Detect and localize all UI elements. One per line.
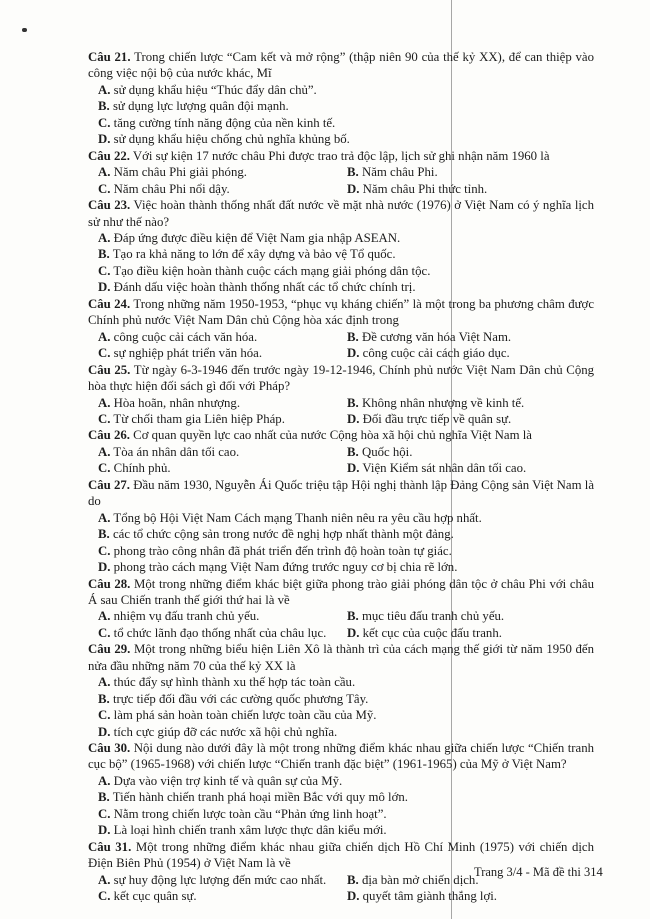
answer-options	[88, 164, 594, 197]
answer-option-d	[341, 888, 594, 904]
option-text: kết cục của cuộc đấu tranh.	[362, 625, 502, 640]
answer-option-a	[88, 395, 341, 411]
scan-mark	[22, 28, 27, 32]
option-text: sự nghiệp phát triển văn hóa.	[113, 346, 263, 361]
answer-option-b	[341, 329, 594, 345]
question-stem	[88, 49, 594, 82]
answer-option-c	[88, 543, 594, 559]
option-text: Viện Kiểm sát nhân dân tối cao.	[362, 461, 527, 476]
answer-option-c	[88, 181, 341, 197]
question-21	[88, 49, 594, 148]
option-text: công cuộc cải cách văn hóa.	[113, 329, 258, 344]
option-letter: C.	[98, 461, 111, 476]
option-letter: B.	[98, 691, 110, 706]
option-letter: C.	[98, 346, 111, 361]
answer-option-b	[88, 526, 594, 542]
option-text: mục tiêu đấu tranh chủ yếu.	[361, 609, 505, 624]
question-label: Câu 23.	[88, 198, 131, 213]
answer-option-d	[88, 822, 594, 838]
option-letter: D.	[98, 280, 111, 295]
answer-option-a	[88, 164, 341, 180]
option-text: Chính phủ.	[113, 461, 171, 476]
question-list	[88, 49, 594, 905]
answer-option-c	[88, 115, 594, 131]
answer-option-c	[88, 625, 341, 641]
option-text: địa bàn mở chiến dịch.	[361, 872, 479, 887]
option-letter: A.	[98, 510, 111, 525]
question-24	[88, 296, 594, 362]
option-text: Đánh dấu việc hoàn thành thống nhất các tổ chức chính trị.	[113, 280, 416, 295]
question-27	[88, 477, 594, 576]
answer-options	[88, 444, 594, 477]
question-25	[88, 362, 594, 428]
option-letter: C.	[98, 181, 111, 196]
question-stem	[88, 362, 594, 395]
question-stem	[88, 148, 594, 164]
option-text: Nằm trong chiến lược toàn cầu “Phản ứng linh hoạt”.	[113, 806, 387, 821]
question-text: Một trong những điểm khác nhau giữa chiến dịch Hồ Chí Minh (1975) với chiến dịch Điện Biên Phủ (1954) ở Việt Nam là về	[88, 839, 595, 871]
option-text: Hòa hoãn, nhân nhượng.	[113, 395, 241, 410]
option-letter: B.	[347, 329, 359, 344]
answer-option-b	[341, 444, 594, 460]
option-letter: B.	[98, 790, 110, 805]
option-letter: D.	[98, 560, 111, 575]
answer-option-c	[88, 806, 594, 822]
question-text: Việc hoàn thành thống nhất đất nước về mặt nhà nước (1976) ở Việt Nam có ý nghĩa lịch sử như thế nào?	[88, 198, 595, 229]
option-text: làm phá sản hoàn toàn chiến lược toàn cầu của Mỹ.	[113, 708, 377, 723]
question-text: Từ ngày 6-3-1946 đến trước ngày 19-12-1946, Chính phủ nước Việt Nam Dân chủ Cộng hòa thực hiện đối sách gì đối với Pháp?	[88, 362, 595, 394]
option-text: sử dụng khẩu hiệu chống chủ nghĩa khủng bố.	[113, 132, 350, 147]
question-label: Câu 28.	[88, 576, 131, 591]
option-letter: C.	[98, 411, 111, 426]
option-letter: A.	[98, 872, 111, 887]
option-text: phong trào cách mạng Việt Nam đứng trước nguy cơ bị chia rẽ lớn.	[113, 560, 458, 575]
answer-option-d	[341, 625, 594, 641]
option-text: thúc đẩy sự hình thành xu thế hợp tác toàn cầu.	[113, 675, 356, 690]
option-text: Tổng bộ Hội Việt Nam Cách mạng Thanh niên nêu ra yêu cầu hợp nhất.	[113, 510, 482, 525]
answer-options	[88, 395, 594, 428]
question-26	[88, 427, 594, 476]
question-30	[88, 740, 594, 839]
page-footer: Trang 3/4 - Mã đề thi 314	[474, 865, 603, 879]
question-stem	[88, 641, 594, 674]
option-letter: D.	[347, 181, 360, 196]
option-letter: A.	[98, 230, 111, 245]
answer-option-a	[88, 674, 594, 690]
answer-option-d	[88, 724, 594, 740]
answer-option-b	[88, 98, 594, 114]
answer-option-a	[88, 872, 341, 888]
option-letter: A.	[98, 165, 111, 180]
option-text: Đáp ứng được điều kiện để Việt Nam gia nhập ASEAN.	[113, 230, 401, 245]
option-text: tích cực giúp đỡ các nước xã hội chủ nghĩa.	[113, 724, 338, 739]
option-letter: C.	[98, 543, 111, 558]
answer-option-d	[88, 559, 594, 575]
option-text: Tạo điều kiện hoàn thành cuộc cách mạng giải phóng dân tộc.	[113, 263, 431, 278]
answer-options	[88, 230, 594, 296]
answer-options	[88, 674, 594, 740]
option-text: Năm châu Phi giải phóng.	[113, 165, 247, 180]
answer-option-b	[341, 608, 594, 624]
question-text: Với sự kiện 17 nước châu Phi được trao trả độc lập, lịch sử ghi nhận năm 1960 là	[132, 148, 550, 163]
question-label: Câu 30.	[88, 741, 131, 756]
option-text: công cuộc cải cách giáo dục.	[362, 346, 510, 361]
option-text: Tiến hành chiến tranh phá hoại miền Bắc với quy mô lớn.	[112, 790, 408, 805]
answer-option-b	[88, 691, 594, 707]
option-text: Dựa vào viện trợ kinh tế và quân sự của Mỹ.	[113, 773, 343, 788]
option-text: Là loại hình chiến tranh xâm lược thực dân kiểu mới.	[113, 823, 387, 838]
question-label: Câu 31.	[88, 839, 132, 854]
option-letter: B.	[347, 872, 359, 887]
option-text: Năm châu Phi.	[361, 165, 438, 180]
option-letter: B.	[98, 247, 110, 262]
answer-option-a	[88, 329, 341, 345]
option-text: Đề cương văn hóa Việt Nam.	[361, 329, 512, 344]
answer-option-a	[88, 230, 594, 246]
question-stem	[88, 427, 594, 443]
option-letter: B.	[98, 99, 110, 114]
option-letter: A.	[98, 773, 111, 788]
answer-option-d	[341, 411, 594, 427]
option-letter: D.	[347, 625, 360, 640]
question-text: Trong chiến lược “Cam kết và mở rộng” (thập niên 90 của thế kỷ XX), để can thiệp vào công việc nội bộ của nước khác, Mĩ	[88, 50, 595, 81]
question-label: Câu 27.	[88, 477, 130, 492]
answer-option-a	[88, 510, 594, 526]
option-letter: B.	[347, 395, 359, 410]
question-22	[88, 148, 594, 197]
option-letter: D.	[98, 132, 111, 147]
option-letter: C.	[98, 889, 111, 904]
answer-option-b	[88, 246, 594, 262]
option-text: Đối đầu trực tiếp về quân sự.	[362, 411, 512, 426]
question-label: Câu 21.	[88, 50, 131, 64]
question-label: Câu 29.	[88, 642, 131, 657]
question-stem	[88, 296, 594, 329]
answer-option-a	[88, 773, 594, 789]
option-letter: B.	[347, 444, 359, 459]
option-text: Tạo ra khả năng to lớn để xây dựng và bảo vệ Tổ quốc.	[112, 247, 396, 262]
option-text: sử dụng khẩu hiệu “Thúc đẩy dân chủ”.	[113, 82, 317, 97]
question-text: Một trong những điểm khác biệt giữa phong trào giải phóng dân tộc ở châu Phi với châu Á sau Chiến tranh thế giới thứ hai là về	[88, 576, 594, 607]
answer-option-b	[88, 789, 594, 805]
question-stem	[88, 477, 594, 510]
option-letter: A.	[98, 675, 111, 690]
option-letter: C.	[98, 263, 111, 278]
option-text: Năm châu Phi thức tỉnh.	[362, 181, 488, 196]
answer-options	[88, 773, 594, 839]
option-letter: D.	[347, 411, 360, 426]
option-text: tổ chức lãnh đạo thống nhất của châu lục.	[113, 625, 327, 640]
question-text: Đầu năm 1930, Nguyễn Ái Quốc triệu tập Hội nghị thành lập Đảng Cộng sản Việt Nam là do	[88, 477, 595, 509]
answer-options	[88, 329, 594, 362]
answer-option-d	[341, 345, 594, 361]
option-letter: D.	[347, 461, 360, 476]
option-text: các tổ chức cộng sản trong nước đề nghị hợp nhất thành một đảng.	[112, 527, 454, 542]
option-text: nhiệm vụ đấu tranh chủ yếu.	[113, 609, 260, 624]
option-letter: A.	[98, 609, 111, 624]
question-23	[88, 197, 594, 296]
answer-option-c	[88, 345, 341, 361]
option-text: quyết tâm giành thắng lợi.	[362, 889, 498, 904]
option-letter: D.	[347, 889, 360, 904]
option-text: kết cục quân sự.	[113, 889, 197, 904]
question-label: Câu 26.	[88, 428, 130, 443]
option-letter: C.	[98, 806, 111, 821]
question-label: Câu 25.	[88, 362, 131, 377]
answer-option-d	[88, 279, 594, 295]
question-text: Cơ quan quyền lực cao nhất của nước Cộng hòa xã hội chủ nghĩa Việt Nam là	[133, 428, 532, 443]
answer-option-c	[88, 888, 341, 904]
answer-options	[88, 82, 594, 148]
option-letter: A.	[98, 444, 111, 459]
answer-options	[88, 510, 594, 576]
question-stem	[88, 576, 594, 609]
question-label: Câu 22.	[88, 148, 130, 163]
option-text: Quốc hội.	[361, 444, 413, 459]
answer-option-b	[341, 395, 594, 411]
answer-option-b	[341, 164, 594, 180]
answer-option-c	[88, 460, 341, 476]
option-text: phong trào công nhân đã phát triển đến trình độ hoàn toàn tự giác.	[113, 543, 452, 558]
question-label: Câu 24.	[88, 296, 131, 311]
question-text: Một trong những biểu hiện Liên Xô là thành trì của cách mạng thế giới từ năm 1950 đến nửa đầu những năm 70 của thế kỷ XX là	[88, 642, 594, 673]
question-28	[88, 576, 594, 642]
option-text: sử dụng lực lượng quân đội mạnh.	[112, 99, 289, 114]
option-text: Không nhân nhượng về kinh tế.	[361, 395, 525, 410]
option-text: sự huy động lực lượng đến mức cao nhất.	[113, 872, 327, 887]
question-29	[88, 641, 594, 740]
answer-option-d	[341, 460, 594, 476]
option-letter: B.	[347, 165, 359, 180]
question-stem	[88, 740, 594, 773]
option-letter: B.	[347, 609, 359, 624]
option-text: tăng cường tính năng động của nền kinh tế.	[113, 115, 336, 130]
question-stem	[88, 197, 594, 230]
option-text: Từ chối tham gia Liên hiệp Pháp.	[113, 411, 285, 426]
option-letter: A.	[98, 395, 111, 410]
answer-option-c	[88, 707, 594, 723]
option-letter: A.	[98, 82, 111, 97]
question-text: Trong những năm 1950-1953, “phục vụ kháng chiến” là một trong ba phương châm được Chính phủ nước Việt Nam Dân chủ Cộng hòa xác định trong	[88, 296, 594, 328]
question-text: Nội dung nào dưới đây là một trong những điểm khác nhau giữa chiến lược “Chiến tranh cục bộ” (1965-1968) với chiến lược “Chiến tranh đặc biệt” (1961-1965) của Mỹ ở Việt Nam?	[88, 741, 595, 772]
answer-options	[88, 608, 594, 641]
option-letter: C.	[98, 115, 111, 130]
answer-option-c	[88, 411, 341, 427]
answer-option-d	[341, 181, 594, 197]
option-letter: A.	[98, 329, 111, 344]
answer-option-a	[88, 82, 594, 98]
option-letter: D.	[98, 823, 111, 838]
answer-option-c	[88, 263, 594, 279]
option-letter: C.	[98, 708, 111, 723]
option-letter: C.	[98, 625, 111, 640]
answer-option-a	[88, 608, 341, 624]
option-text: Tòa án nhân dân tối cao.	[113, 444, 240, 459]
option-letter: D.	[98, 724, 111, 739]
option-text: Năm châu Phi nổi dậy.	[113, 181, 230, 196]
option-letter: B.	[98, 527, 110, 542]
answer-option-a	[88, 444, 341, 460]
option-letter: D.	[347, 346, 360, 361]
answer-option-d	[88, 131, 594, 147]
option-text: trực tiếp đối đầu với các cường quốc phương Tây.	[112, 691, 369, 706]
